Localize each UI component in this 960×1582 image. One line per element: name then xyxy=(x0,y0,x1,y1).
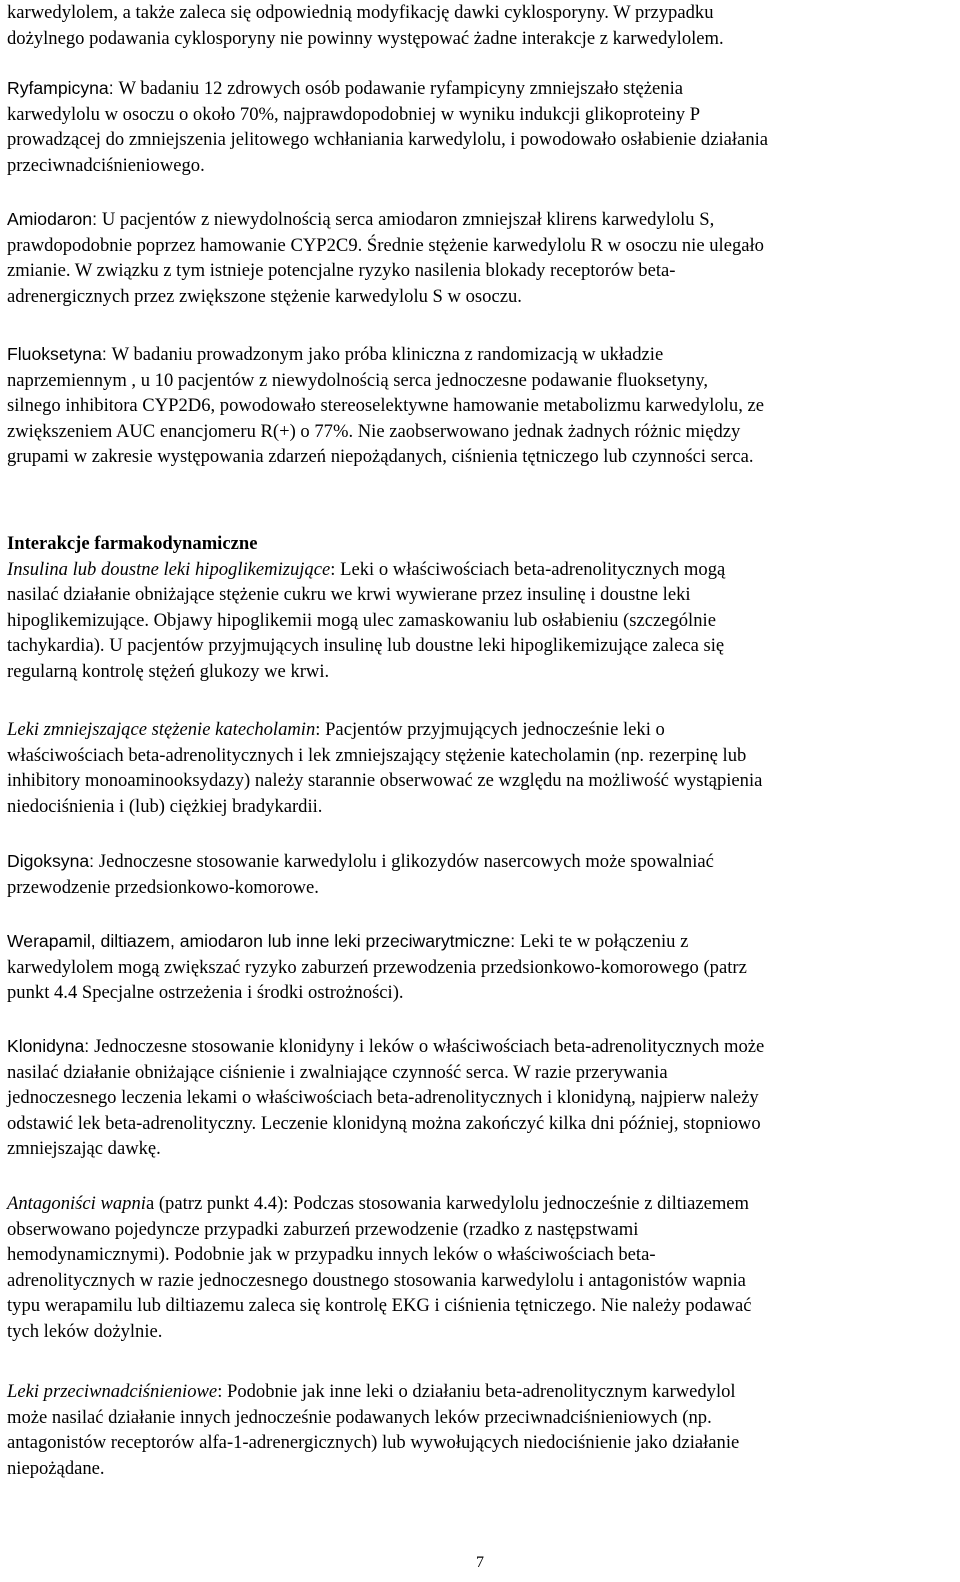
paragraph-catecholamine-depleting xyxy=(7,717,943,819)
paragraph-fluoxetine xyxy=(7,342,943,470)
text-line: karwedylolem, a także zaleca się odpowiednią modyfikację dawki cyklosporyny. W przypadku xyxy=(7,2,714,23)
text-line-content: : Podobnie jak inne leki o działaniu beta-adrenolitycznym karwedylol xyxy=(217,1381,736,1402)
text-line: odstawić lek beta-adrenolityczny. Leczenie klonidyną można zakończyć kilka dni później, stopniowo xyxy=(7,1112,761,1134)
text-line-content: a (patrz punkt 4.4): Podczas stosowania karwedylolu jednocześnie z diltiazemem xyxy=(145,1193,749,1214)
text-line xyxy=(7,929,943,955)
paragraph-digoxin xyxy=(7,849,943,900)
paragraph-clonidine xyxy=(7,1034,943,1162)
text-line: tachykardia). U pacjentów przyjmujących insulinę lub doustne leki hipoglikemizujące zaleca się xyxy=(7,635,725,656)
text-line xyxy=(7,76,943,102)
paragraph-calcium-antagonists xyxy=(7,1191,943,1344)
text-line: przewodzenie przedsionkowo-komorowe. xyxy=(7,876,319,898)
text-line xyxy=(7,1034,943,1060)
text-line xyxy=(7,717,943,743)
text-line: typu werapamilu lub diltiazemu zaleca się kontrolę EKG i ciśnienia tętniczego. Nie należy podawać xyxy=(7,1295,752,1316)
drug-name-label: Werapamil, diltiazem, amiodaron lub inne leki przeciwarytmiczne: xyxy=(7,931,521,951)
text-line: hemodynamicznymi). Podobnie jak w przypadku innych leków o właściwościach beta- xyxy=(7,1244,656,1265)
text-line: prowadzącej do zmniejszenia jelitowego wchłaniania karwedylolu, i powodowało osłabienie działania xyxy=(7,129,769,150)
text-line-content: Leki te w połączeniu z xyxy=(520,931,689,952)
text-line xyxy=(7,849,943,875)
text-line xyxy=(7,1191,943,1217)
text-line: prawdopodobnie poprzez hamowanie CYP2C9. Średnie stężenie karwedylolu R w osoczu nie ulegało xyxy=(7,234,764,256)
text-line-content: W badaniu 12 zdrowych osób podawanie ryfampicyny zmniejszało stężenia xyxy=(118,78,683,99)
paragraph-cyclosporine xyxy=(7,0,943,51)
text-line: nasilać działanie obniżające ciśnienie i zwalniające czynność serca. W razie przerywania xyxy=(7,1061,668,1083)
section-pharmacodynamic-interactions xyxy=(7,531,943,684)
text-line: obserwowano pojedyncze przypadki zaburzeń przewodzenie (rzadko z następstwami xyxy=(7,1218,639,1240)
drug-class-label: Leki przeciwnadciśnieniowe xyxy=(7,1381,218,1402)
text-line-content: Jednoczesne stosowanie klonidyny i leków o właściwościach beta-adrenolitycznych może xyxy=(94,1036,765,1057)
text-line: adrenergicznych przez zwiększone stężenie karwedylolu S w osoczu. xyxy=(7,285,522,307)
paragraph-antihypertensives xyxy=(7,1379,943,1481)
text-line xyxy=(7,557,943,583)
text-line-content: : Leki o właściwościach beta-adrenolitycznych mogą xyxy=(330,558,726,580)
text-line: jednoczesnego leczenia lekami o właściwościach beta-adrenolitycznych i klonidyną, najpierw należy xyxy=(7,1087,759,1108)
text-line: regularną kontrolę stężeń glukozy we krwi. xyxy=(7,660,330,682)
drug-name-label: Amiodaron: xyxy=(7,209,102,229)
text-line: adrenolitycznych w razie jednoczesnego doustnego stosowania karwedylolu i antagonistów wapnia xyxy=(7,1269,746,1291)
drug-name-label: Digoksyna: xyxy=(7,851,99,871)
text-line: silnego inhibitora CYP2D6, powodowało stereoselektywne hamowanie metabolizmu karwedylolu, ze xyxy=(7,395,765,416)
text-line-content: U pacjentów z niewydolnością serca amiodaron zmniejszał klirens karwedylolu S, xyxy=(101,209,715,230)
text-line: karwedylolem mogą zwiększać ryzyko zaburzeń przewodzenia przedsionkowo-komorowego (patrz xyxy=(7,956,747,978)
text-line: naprzemiennym , u 10 pacjentów z niewydolnością serca jednoczesne podawanie fluoksetyny, xyxy=(7,369,708,391)
paragraph-amiodarone xyxy=(7,207,943,309)
drug-class-label: Antagoniści wapni xyxy=(7,1193,146,1214)
text-line: karwedylolu w osoczu o około 70%, najprawdopodobniej w wyniku indukcji glikoproteiny P xyxy=(7,103,701,125)
section-heading: Interakcje farmakodynamiczne xyxy=(7,533,258,554)
drug-name-label: Ryfampicyna: xyxy=(7,78,119,98)
text-line: może nasilać działanie innych jednocześnie podawanych leków przeciwnadciśnieniowych (np. xyxy=(7,1406,712,1428)
text-line: właściwościach beta-adrenolitycznych i lek zmniejszający stężenie katecholamin (np. rezerpinę lub xyxy=(7,744,747,766)
text-line: przeciwnadciśnieniowego. xyxy=(7,154,205,176)
page-number: 7 xyxy=(476,1554,484,1571)
drug-name-label: Fluoksetyna: xyxy=(7,344,112,364)
text-line: zwiększeniem AUC enancjomeru R(+) o 77%. Nie zaobserwowano jednak żadnych różnic między xyxy=(7,420,741,442)
text-line xyxy=(7,342,943,368)
text-line: niepożądane. xyxy=(7,1457,105,1479)
text-line-content: W badaniu prowadzonym jako próba kliniczna z randomizacją w układzie xyxy=(111,344,664,365)
text-line: punkt 4.4 Specjalne ostrzeżenia i środki ostrożności). xyxy=(7,982,404,1003)
text-line: niedociśnienia i (lub) ciężkiej bradykardii. xyxy=(7,795,323,817)
text-line: nasilać działanie obniżające stężenie cukru we krwi wywierane przez insulinę i doustne leki xyxy=(7,584,691,605)
text-line: inhibitory monoaminooksydazy) należy starannie obserwować ze względu na możliwość wystąpienia xyxy=(7,770,763,791)
text-line-content: Jednoczesne stosowanie karwedylolu i glikozydów nasercowych może spowalniać xyxy=(98,851,714,872)
text-line: tych leków dożylnie. xyxy=(7,1320,163,1342)
drug-name-label: Klonidyna: xyxy=(7,1036,95,1056)
text-line xyxy=(7,1379,943,1405)
text-line: zmniejszając dawkę. xyxy=(7,1138,161,1159)
drug-class-label: Insulina lub doustne leki hipoglikemizujące xyxy=(7,558,331,580)
paragraph-rifampicin xyxy=(7,76,943,178)
text-line: antagonistów receptorów alfa-1-adrenergicznych) lub wywołujących niedociśnienie jako działanie xyxy=(7,1432,740,1453)
text-line: grupami w zakresie występowania zdarzeń niepożądanych, ciśnienia tętniczego lub czynności serca. xyxy=(7,446,754,467)
text-line: zmianie. W związku z tym istnieje potencjalne ryzyko nasilenia blokady receptorów beta- xyxy=(7,260,676,281)
paragraph-antiarrhythmics xyxy=(7,929,943,1006)
text-line xyxy=(7,207,943,233)
text-line-content: : Pacjentów przyjmujących jednocześnie leki o xyxy=(315,719,665,740)
text-line: hipoglikemizujące. Objawy hipoglikemii mogą ulec zamaskowaniu lub osłabieniu (szczególnie xyxy=(7,609,716,631)
text-line: dożylnego podawania cyklosporyny nie powinny występować żadne interakcje z karwedylolem. xyxy=(7,27,724,49)
drug-class-label: Leki zmniejszające stężenie katecholamin xyxy=(7,719,316,740)
